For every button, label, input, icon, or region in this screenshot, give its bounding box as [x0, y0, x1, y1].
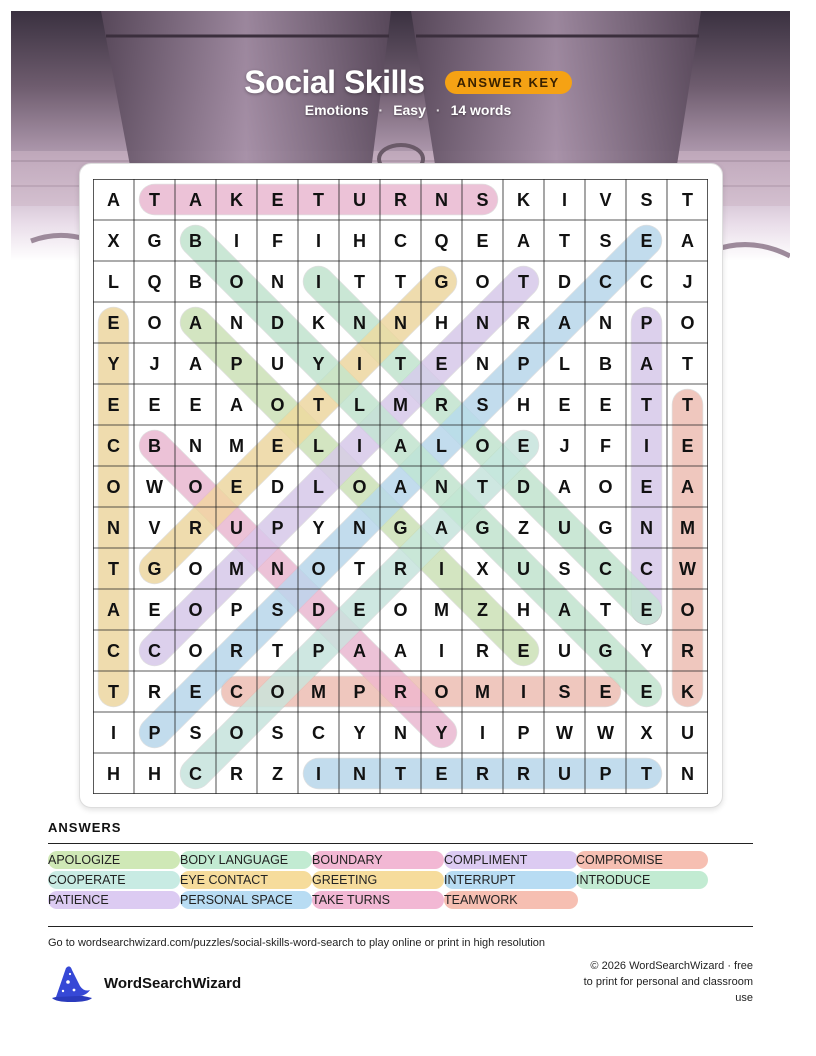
wizard-hat-icon	[48, 964, 94, 1004]
grid-cell-letter[interactable]: O	[393, 600, 408, 620]
grid-cell-letter[interactable]: T	[518, 272, 529, 292]
grid-cell-letter[interactable]: N	[599, 313, 612, 333]
answer-item: INTRODUCE	[576, 871, 708, 889]
grid-cell-letter[interactable]: N	[230, 313, 243, 333]
grid-cell-letter[interactable]: Z	[477, 600, 488, 620]
grid-cell-letter[interactable]: Y	[312, 354, 325, 374]
grid-cell-letter[interactable]: P	[230, 354, 243, 374]
answer-item: APOLOGIZE	[48, 851, 180, 869]
grid-cell-letter[interactable]: P	[517, 723, 530, 743]
grid-cell-letter[interactable]: E	[558, 395, 571, 415]
puzzle-meta: Emotions · Easy · 14 words	[304, 102, 512, 118]
grid-cell-letter[interactable]: E	[640, 682, 653, 702]
grid-cell-letter[interactable]: S	[558, 559, 571, 579]
grid-cell-letter[interactable]: D	[517, 477, 530, 497]
answer-item: PERSONAL SPACE	[180, 891, 312, 909]
grid-cell-letter[interactable]: L	[436, 436, 447, 456]
grid-cell-letter[interactable]: Y	[353, 723, 366, 743]
answer-item: COMPROMISE	[576, 851, 708, 869]
grid-cell-letter[interactable]: M	[434, 600, 449, 620]
answer-item: TAKE TURNS	[312, 891, 444, 909]
grid-cell-letter[interactable]: U	[558, 641, 571, 661]
grid-cell-letter[interactable]: O	[680, 313, 695, 333]
grid-cell-letter[interactable]: C	[107, 436, 120, 456]
brand-name[interactable]: WordSearchWizard	[104, 975, 242, 992]
answer-item: INTERRUPT	[444, 871, 578, 889]
grid-cell-letter[interactable]: E	[230, 477, 243, 497]
grid-cell-letter[interactable]: S	[599, 231, 612, 251]
grid-cell-letter[interactable]: N	[353, 518, 366, 538]
grid-cell-letter[interactable]: S	[271, 600, 284, 620]
grid-cell-letter[interactable]: N	[271, 559, 284, 579]
grid-cell-letter[interactable]: J	[559, 436, 570, 456]
grid-cell-letter[interactable]: E	[517, 436, 530, 456]
grid-cell-letter[interactable]: K	[681, 682, 694, 702]
grid-cell-letter[interactable]: B	[189, 272, 202, 292]
grid-cell-letter[interactable]: R	[230, 641, 243, 661]
grid-cell-letter[interactable]: C	[107, 641, 120, 661]
grid-cell-letter[interactable]: S	[476, 395, 489, 415]
divider	[48, 926, 753, 927]
grid-cell-letter[interactable]: K	[312, 313, 325, 333]
grid-cell-letter[interactable]: E	[435, 354, 448, 374]
grid-cell-letter[interactable]: J	[682, 272, 693, 292]
grid-cell-letter[interactable]: A	[353, 641, 366, 661]
grid-cell-letter[interactable]: M	[393, 395, 408, 415]
grid-cell-letter[interactable]: D	[558, 272, 571, 292]
grid-cell-letter[interactable]: R	[476, 641, 489, 661]
answer-item: BODY LANGUAGE	[180, 851, 312, 869]
grid-cell-letter[interactable]: C	[599, 272, 612, 292]
grid-cell-letter[interactable]: E	[107, 395, 120, 415]
grid-cell-letter[interactable]: R	[189, 518, 202, 538]
grid-cell-letter[interactable]: L	[559, 354, 570, 374]
grid-cell-letter[interactable]: R	[435, 395, 448, 415]
grid-cell-letter[interactable]: O	[229, 723, 244, 743]
grid-cell-letter[interactable]: R	[148, 682, 161, 702]
grid-cell-letter[interactable]: O	[434, 682, 449, 702]
grid-cell-letter[interactable]: E	[640, 600, 653, 620]
grid-cell-letter[interactable]: B	[189, 231, 202, 251]
grid-cell-letter[interactable]: A	[230, 395, 243, 415]
grid-cell-letter[interactable]: O	[147, 313, 162, 333]
grid-cell-letter[interactable]: P	[148, 723, 161, 743]
grid-cell-letter[interactable]: O	[598, 477, 613, 497]
grid-cell-letter[interactable]: L	[354, 395, 365, 415]
grid-cell-letter[interactable]: L	[108, 272, 119, 292]
grid-cell-letter[interactable]: K	[230, 190, 243, 210]
grid-cell-letter[interactable]: P	[353, 682, 366, 702]
grid-cell-letter[interactable]: R	[517, 764, 530, 784]
grid-cell-letter[interactable]: Q	[434, 231, 449, 251]
grid-cell-letter[interactable]: O	[270, 682, 285, 702]
grid-cell-letter[interactable]: G	[598, 641, 613, 661]
grid-cell-letter[interactable]: O	[270, 395, 285, 415]
grid-cell-letter[interactable]: O	[229, 272, 244, 292]
grid-cell-letter[interactable]: N	[476, 313, 489, 333]
grid-cell-letter[interactable]: R	[394, 559, 407, 579]
grid-cell-letter[interactable]: T	[272, 641, 283, 661]
grid-cell-letter[interactable]: O	[188, 559, 203, 579]
grid-cell-letter[interactable]: Z	[518, 518, 529, 538]
grid-cell-letter[interactable]: A	[558, 600, 571, 620]
grid-cell-letter[interactable]: H	[148, 764, 161, 784]
grid-cell-letter[interactable]: T	[354, 272, 365, 292]
grid-cell-letter[interactable]: G	[147, 231, 162, 251]
grid-cell-letter[interactable]: B	[599, 354, 612, 374]
grid-cell-letter[interactable]: T	[682, 395, 693, 415]
grid-cell-letter[interactable]: D	[271, 313, 284, 333]
grid-cell-letter[interactable]: Q	[147, 272, 162, 292]
grid-cell-letter[interactable]: C	[148, 641, 161, 661]
grid-cell-letter[interactable]: I	[643, 436, 650, 456]
grid-cell-letter[interactable]: O	[106, 477, 121, 497]
grid-cell-letter[interactable]: U	[558, 518, 571, 538]
grid-cell-letter[interactable]: A	[394, 641, 407, 661]
grid-cell-letter[interactable]: I	[233, 231, 240, 251]
copyright-text: © 2026 WordSearchWizard · free to print for personal and classroom use	[583, 960, 753, 1004]
grid-cell-letter[interactable]: P	[271, 518, 284, 538]
grid-cell-letter[interactable]: C	[189, 764, 202, 784]
grid-cell-letter[interactable]: I	[356, 436, 363, 456]
grid-cell-letter[interactable]: E	[599, 682, 612, 702]
grid-cell-letter[interactable]: G	[147, 559, 162, 579]
grid-cell-letter[interactable]: W	[679, 559, 696, 579]
answer-item: GREETING	[312, 871, 444, 889]
difficulty-label: Easy	[393, 102, 426, 118]
grid-cell-letter[interactable]: E	[107, 313, 120, 333]
grid-cell-letter[interactable]: V	[599, 190, 612, 210]
grid-cell-letter[interactable]: R	[476, 764, 489, 784]
grid-cell-letter[interactable]: U	[271, 354, 284, 374]
grid-cell-letter[interactable]: N	[189, 436, 202, 456]
grid-cell-letter[interactable]: S	[476, 190, 489, 210]
grid-cell-letter[interactable]: N	[107, 518, 120, 538]
grid-cell-letter[interactable]: H	[517, 395, 530, 415]
grid-cell-letter[interactable]: A	[394, 477, 407, 497]
grid-cell-letter[interactable]: A	[517, 231, 530, 251]
grid-letters	[106, 190, 696, 784]
grid-cell-letter[interactable]: T	[108, 682, 119, 702]
grid-cell-letter[interactable]: R	[517, 313, 530, 333]
grid-cell-letter[interactable]: C	[599, 559, 612, 579]
grid-cell-letter[interactable]: R	[394, 682, 407, 702]
answer-item: COMPLIMENT	[444, 851, 578, 869]
answer-item: TEAMWORK	[444, 891, 578, 909]
grid-cell-letter[interactable]: P	[517, 354, 530, 374]
grid-cell-letter[interactable]: E	[640, 477, 653, 497]
grid-cell-letter[interactable]: T	[354, 559, 365, 579]
grid-cell-letter[interactable]: E	[640, 231, 653, 251]
grid-cell-letter[interactable]: U	[558, 764, 571, 784]
grid-cell-letter[interactable]: T	[641, 395, 652, 415]
grid-cell-letter[interactable]: I	[438, 641, 445, 661]
grid-cell-letter[interactable]: P	[312, 641, 325, 661]
grid-cell-letter[interactable]: G	[598, 518, 613, 538]
grid-cell-letter[interactable]: H	[353, 231, 366, 251]
grid-cell-letter[interactable]: N	[640, 518, 653, 538]
grid-cell-letter[interactable]: D	[312, 600, 325, 620]
grid-cell-letter[interactable]: N	[476, 354, 489, 374]
grid-cell-letter[interactable]: I	[520, 682, 527, 702]
grid-cell-letter[interactable]: I	[110, 723, 117, 743]
grid-cell-letter[interactable]: M	[229, 436, 244, 456]
grid-cell-letter[interactable]: L	[313, 477, 324, 497]
grid-cell-letter[interactable]: Y	[640, 641, 653, 661]
answer-item: BOUNDARY	[312, 851, 444, 869]
grid-cell-letter[interactable]: T	[600, 600, 611, 620]
grid-cell-letter[interactable]: I	[561, 190, 568, 210]
grid-cell-letter[interactable]: N	[681, 764, 694, 784]
grid-cell-letter[interactable]: C	[394, 231, 407, 251]
grid-cell-letter[interactable]: G	[475, 518, 490, 538]
grid-cell-letter[interactable]: G	[393, 518, 408, 538]
grid-cell-letter[interactable]: A	[189, 313, 202, 333]
grid-cell-letter[interactable]: E	[189, 682, 202, 702]
grid-cell-letter[interactable]: T	[108, 559, 119, 579]
word-search-grid	[93, 179, 708, 794]
grid-cell-letter[interactable]: P	[640, 313, 653, 333]
grid-cell-letter[interactable]: N	[394, 313, 407, 333]
grid-cell-letter[interactable]: V	[148, 518, 161, 538]
grid-cell-letter[interactable]: L	[313, 436, 324, 456]
grid-cell-letter[interactable]: E	[599, 395, 612, 415]
grid-cell-letter[interactable]: A	[394, 436, 407, 456]
grid-cell-letter[interactable]: E	[271, 436, 284, 456]
answer-key-badge: ANSWER KEY	[445, 71, 572, 94]
grid-cell-letter[interactable]: W	[597, 723, 614, 743]
grid-cell-letter[interactable]: C	[312, 723, 325, 743]
grid-cell-letter[interactable]: R	[394, 190, 407, 210]
grid-cell-letter[interactable]: N	[353, 764, 366, 784]
grid-cell-letter[interactable]: C	[640, 272, 653, 292]
grid-cell-letter[interactable]: J	[149, 354, 160, 374]
grid-cell-letter[interactable]: M	[475, 682, 490, 702]
grid-cell-letter[interactable]: Y	[312, 518, 325, 538]
grid-cell-letter[interactable]: E	[189, 395, 202, 415]
grid-cell-letter[interactable]: T	[395, 354, 406, 374]
grid-cell-letter[interactable]: O	[311, 559, 326, 579]
grid-cell-letter[interactable]: A	[189, 190, 202, 210]
category-label: Emotions	[304, 102, 369, 118]
grid-cell-letter[interactable]: P	[230, 600, 243, 620]
answers-heading: ANSWERS	[48, 820, 122, 835]
grid-cell-letter[interactable]: Z	[272, 764, 283, 784]
grid-cell-letter[interactable]: N	[435, 477, 448, 497]
grid-cell-letter[interactable]: I	[315, 764, 322, 784]
grid-cell-letter[interactable]: S	[640, 190, 653, 210]
grid-cell-letter[interactable]: E	[435, 764, 448, 784]
grid-cell-letter[interactable]: O	[188, 600, 203, 620]
answer-item: EYE CONTACT	[180, 871, 312, 889]
grid-cell-letter[interactable]: F	[600, 436, 611, 456]
grid-cell-letter[interactable]: E	[517, 641, 530, 661]
grid-cell-letter[interactable]: O	[475, 436, 490, 456]
grid-cell-letter[interactable]: H	[435, 313, 448, 333]
grid-cell-letter[interactable]: E	[148, 395, 161, 415]
grid-cell-letter[interactable]: I	[479, 723, 486, 743]
divider	[48, 843, 753, 844]
grid-cell-letter[interactable]: N	[394, 723, 407, 743]
grid-cell-letter[interactable]: A	[189, 354, 202, 374]
grid-cell-letter[interactable]: B	[148, 436, 161, 456]
grid-cell-letter[interactable]: R	[230, 764, 243, 784]
grid-cell-letter[interactable]: G	[434, 272, 449, 292]
grid-cell-letter[interactable]: E	[271, 190, 284, 210]
grid-cell-letter[interactable]: I	[438, 559, 445, 579]
grid-cell-letter[interactable]: O	[352, 477, 367, 497]
grid-cell-letter[interactable]: O	[680, 600, 695, 620]
grid-cell-letter[interactable]: S	[271, 723, 284, 743]
grid-cell-letter[interactable]: P	[599, 764, 612, 784]
grid-cell-letter[interactable]: T	[313, 395, 324, 415]
grid-cell-letter[interactable]: M	[680, 518, 695, 538]
grid-cell-letter[interactable]: H	[517, 600, 530, 620]
answer-item: COOPERATE	[48, 871, 180, 889]
grid-cell-letter[interactable]: O	[188, 641, 203, 661]
grid-cell-letter[interactable]: F	[272, 231, 283, 251]
grid-cell-letter[interactable]: U	[353, 190, 366, 210]
grid-cell-letter[interactable]: S	[189, 723, 202, 743]
grid-cell-letter[interactable]: E	[148, 600, 161, 620]
grid-cell-letter[interactable]: U	[681, 723, 694, 743]
grid-cell-letter[interactable]: T	[682, 354, 693, 374]
grid-cell-letter[interactable]: X	[107, 231, 120, 251]
grid-cell-letter[interactable]: U	[230, 518, 243, 538]
promo-link-text[interactable]: Go to wordsearchwizard.com/puzzles/social-skills-word-search to play online or print in high resolution	[48, 937, 546, 949]
grid-cell-letter[interactable]: A	[558, 477, 571, 497]
grid-cell-letter[interactable]: T	[395, 764, 406, 784]
grid-cell-letter[interactable]: C	[230, 682, 243, 702]
grid-cell-letter[interactable]: K	[517, 190, 530, 210]
grid-cell-letter[interactable]: I	[356, 354, 363, 374]
grid-cell-letter[interactable]: E	[476, 231, 489, 251]
grid-cell-letter[interactable]: A	[107, 600, 120, 620]
page-title: Social Skills	[244, 63, 425, 100]
grid-cell-letter[interactable]: A	[681, 231, 694, 251]
grid-cell-letter[interactable]: N	[435, 190, 448, 210]
grid-cell-letter[interactable]: M	[229, 559, 244, 579]
grid-cell-letter[interactable]: I	[315, 231, 322, 251]
grid-cell-letter[interactable]: U	[517, 559, 530, 579]
grid-cell-letter[interactable]: H	[107, 764, 120, 784]
grid-cell-letter[interactable]: Y	[435, 723, 448, 743]
grid-cell-letter[interactable]: O	[188, 477, 203, 497]
grid-cell-letter[interactable]: M	[311, 682, 326, 702]
grid-cell-letter[interactable]: T	[559, 231, 570, 251]
grid-cell-letter[interactable]: N	[353, 313, 366, 333]
grid-cell-letter[interactable]: T	[313, 190, 324, 210]
grid-cell-letter[interactable]: X	[476, 559, 489, 579]
grid-cell-letter[interactable]: A	[640, 354, 653, 374]
grid-cell-letter[interactable]: T	[641, 764, 652, 784]
answer-item: PATIENCE	[48, 891, 180, 909]
grid-cell-letter[interactable]: O	[475, 272, 490, 292]
grid-cell-letter[interactable]: A	[107, 190, 120, 210]
grid-cell-letter[interactable]: R	[681, 641, 694, 661]
grid-cell-letter[interactable]: T	[149, 190, 160, 210]
grid-cell-letter[interactable]: A	[681, 477, 694, 497]
grid-cell-letter[interactable]: W	[556, 723, 573, 743]
grid-cell-letter[interactable]: W	[146, 477, 163, 497]
word-count-label: 14 words	[450, 102, 512, 118]
grid-cell-letter[interactable]: T	[682, 190, 693, 210]
grid-cell-letter[interactable]: D	[271, 477, 284, 497]
grid-cell-letter[interactable]: I	[315, 272, 322, 292]
grid-cell-letter[interactable]: T	[395, 272, 406, 292]
grid-cell-letter[interactable]: T	[477, 477, 488, 497]
grid-cell-letter[interactable]: Y	[107, 354, 120, 374]
grid-cell-letter[interactable]: E	[681, 436, 694, 456]
grid-cell-letter[interactable]: A	[558, 313, 571, 333]
grid-cell-letter[interactable]: S	[558, 682, 571, 702]
grid-cell-letter[interactable]: C	[640, 559, 653, 579]
grid-cell-letter[interactable]: A	[435, 518, 448, 538]
grid-cell-letter[interactable]: N	[271, 272, 284, 292]
grid-cell-letter[interactable]: E	[353, 600, 366, 620]
grid-cell-letter[interactable]: X	[640, 723, 653, 743]
